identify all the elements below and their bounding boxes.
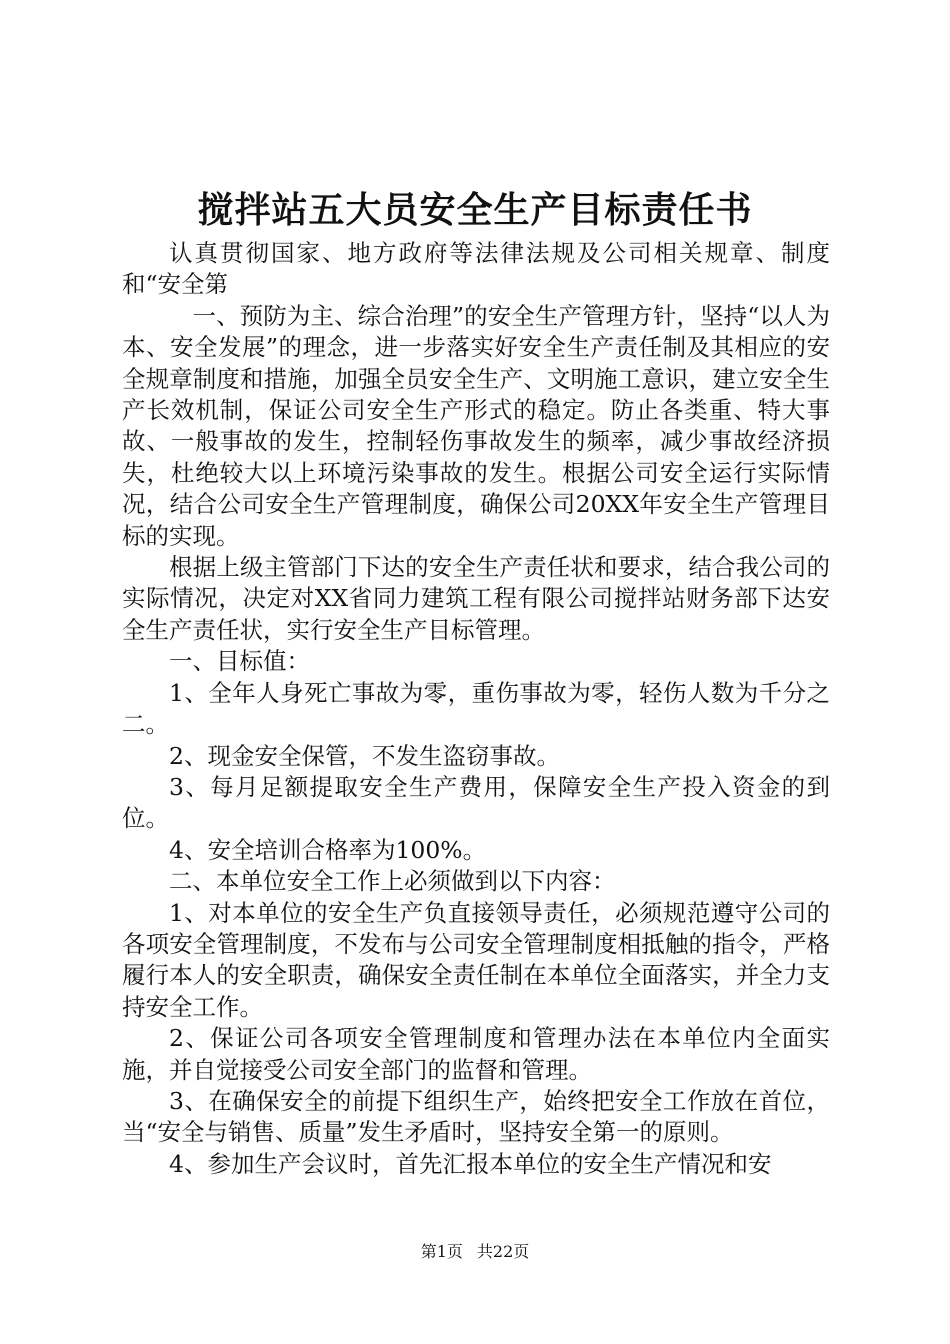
page-footer xyxy=(0,1240,950,1264)
paragraph-intro: 认真贯彻国家、地方政府等法律法规及公司相关规章、制度和“安全第 xyxy=(122,239,830,299)
duty-item-4: 4、参加生产会议时，首先汇报本单位的安全生产情况和安 xyxy=(169,1149,772,1178)
document-body xyxy=(122,238,830,1180)
page-total: 共22页 xyxy=(476,1242,530,1261)
duty-item-3: 3、在确保安全的前提下组织生产，始终把安全工作放在首位，当“安全与销售、质量”发生矛盾时，坚持安全第一的原则。 xyxy=(122,1086,830,1147)
target-item-4: 4、安全培训合格率为100%。 xyxy=(169,835,487,864)
section-heading-duties: 二、本单位安全工作上必须做到以下内容： xyxy=(169,867,616,896)
target-item-2: 2、现金安全保管，不发生盗窃事故。 xyxy=(169,741,560,770)
paragraph-decision: 根据上级主管部门下达的安全生产责任状和要求，结合我公司的实际情况，决定对XX省同力建筑工程有限公司搅拌站财务部下达安全生产责任状，实行安全生产目标管理。 xyxy=(122,553,830,644)
duty-item-2: 2、保证公司各项安全管理制度和管理办法在本单位内全面实施，并自觉接受公司安全部门的监督和管理。 xyxy=(122,1024,830,1084)
duty-item-1: 1、对本单位的安全生产负直接领导责任，必须规范遵守公司的各项安全管理制度，不发布与公司安全管理制度相抵触的指令，严格履行本人的安全职责，确保安全责任制在本单位全面落实，并全力支持安全工作。 xyxy=(122,898,830,1021)
document-title: 搅拌站五大员安全生产目标责任书 xyxy=(197,189,753,231)
page-number: 第1页 xyxy=(420,1242,463,1261)
target-item-1: 1、全年人身死亡事故为零，重伤事故为零，轻伤人数为千分之二。 xyxy=(122,678,830,739)
paragraph-policy: 一、预防为主、综合治理”的安全生产管理方针，坚持“以人为本、安全发展”的理念，进一步落实好安全生产责任制及其相应的安全规章制度和措施，加强全员安全生产、文明施工意识，建立安全生产长效机制，保证公司安全生产形式的稳定。防止各类重、特大事故、一般事故的发生，控制轻伤事故发生的频率，减少事故经济损失，杜绝较大以上环境污染事故的发生。根据公司安全运行实际情况，结合公司安全生产管理制度，确保公司20XX年安全生产管理目标的实现。 xyxy=(122,301,830,550)
target-item-3: 3、每月足额提取安全生产费用，保障安全生产投入资金的到位。 xyxy=(122,772,830,833)
section-heading-targets: 一、目标值： xyxy=(169,647,310,676)
